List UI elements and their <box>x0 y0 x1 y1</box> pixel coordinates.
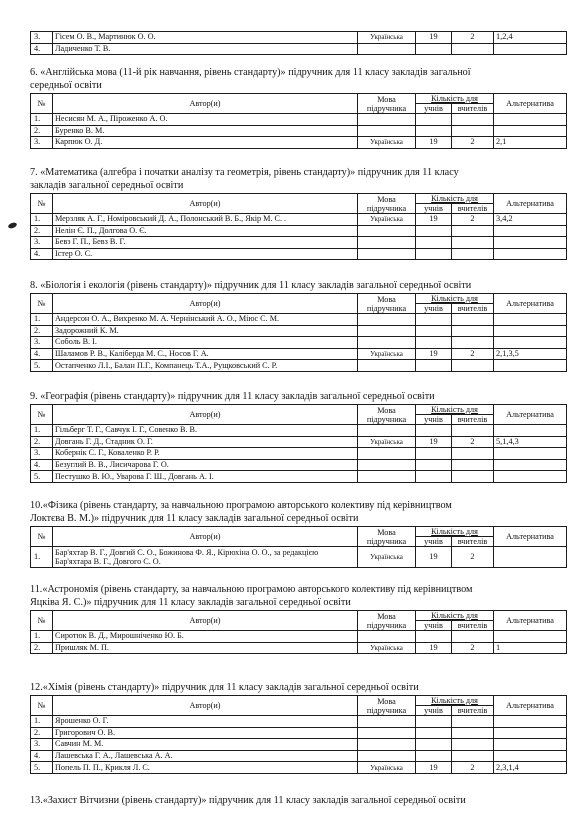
table-section-7 <box>30 193 567 260</box>
row-language <box>358 360 416 372</box>
row-author: Нелін Є. П., Долгова О. Є. <box>53 225 358 237</box>
row-author: Гільберг Т. Г., Савчук І. Г., Совенко В. В. <box>53 425 358 437</box>
row-alternative <box>494 314 567 326</box>
row-author: Кобернік С. Г., Коваленко Р. Р. <box>53 448 358 460</box>
header-quantity: Кількість для <box>416 94 494 104</box>
table-row <box>31 114 567 126</box>
header-quantity: Кількість для <box>416 611 494 621</box>
table-section-11 <box>30 610 567 654</box>
section-title <box>30 583 472 610</box>
table-section-9 <box>30 404 567 483</box>
row-teachers <box>452 631 494 643</box>
header-quantity: Кількість для <box>416 194 494 204</box>
row-number: 1. <box>31 114 53 126</box>
header-number: № <box>31 696 53 716</box>
row-alternative <box>494 716 567 728</box>
row-author: Бар'яхтар В. Г., Довгий С. О., Божинова Ф. Я., Кірюхіна О. О., за редакцією Бар'яхтара В. Г., Довгого С. О. <box>53 547 358 568</box>
row-number: 3. <box>31 32 53 44</box>
header-students: учнів <box>416 621 452 631</box>
row-number: 1. <box>31 547 53 568</box>
row-teachers <box>452 43 494 55</box>
row-language: Українська <box>358 214 416 226</box>
row-alternative: 1,2,4 <box>494 32 567 44</box>
row-students <box>416 125 452 137</box>
row-author: Несисян М. А., Піроженко А. О. <box>53 114 358 126</box>
row-number: 5. <box>31 360 53 372</box>
row-alternative: 1 <box>494 642 567 654</box>
row-author: Ладиченко Т. В. <box>53 43 358 55</box>
table-section-10 <box>30 526 567 568</box>
row-alternative <box>494 631 567 643</box>
section-title <box>30 66 471 93</box>
table-header-row <box>31 405 567 415</box>
table-header-row <box>31 294 567 304</box>
row-language <box>358 631 416 643</box>
section-title-line: 12.«Хімія (рівень стандарту)» підручник для 11 класу закладів загальної середньої освіти <box>30 682 419 693</box>
row-language <box>358 43 416 55</box>
row-language <box>358 425 416 437</box>
row-language <box>358 471 416 483</box>
header-number: № <box>31 611 53 631</box>
row-students: 19 <box>416 642 452 654</box>
row-author: Шаламов Р. В., Каліберда М. С., Носов Г. А. <box>53 348 358 360</box>
header-teachers: вчителів <box>452 621 494 631</box>
header-author: Автор(и) <box>53 294 358 314</box>
table-row <box>31 448 567 460</box>
table-row <box>31 225 567 237</box>
row-teachers <box>452 314 494 326</box>
row-number: 4. <box>31 248 53 260</box>
row-students: 19 <box>416 436 452 448</box>
row-author: Карпюк О. Д. <box>53 137 358 149</box>
row-teachers <box>452 448 494 460</box>
row-language: Українська <box>358 762 416 774</box>
row-alternative <box>494 237 567 249</box>
row-students <box>416 471 452 483</box>
row-alternative <box>494 43 567 55</box>
row-language <box>358 248 416 260</box>
row-teachers <box>452 459 494 471</box>
section-title-line: 10.«Фізика (рівень стандарту, за навчальною програмою авторського колективу під керівництвом <box>30 500 452 511</box>
row-alternative <box>494 459 567 471</box>
table-row <box>31 750 567 762</box>
section-title-line: Яцківа Я. С.)» підручник для 11 класу закладів загальної середньої освіти <box>30 597 351 609</box>
header-alternative: Альтернатива <box>494 405 567 425</box>
section-title-line: закладів загальної середньої освіти <box>30 180 184 192</box>
row-author: Андерсон О. А., Вихренко М. А. Чернінський А. О., Міюс С. М. <box>53 314 358 326</box>
row-language <box>358 237 416 249</box>
row-author: Попель П. П., Крикля Л. С. <box>53 762 358 774</box>
row-alternative <box>494 448 567 460</box>
section-title-line: 8. «Біологія і екологія (рівень стандарту)» підручник для 11 класу закладів загальної середньої освіти <box>30 280 472 291</box>
row-teachers <box>452 125 494 137</box>
table-row <box>31 125 567 137</box>
table-header-row <box>31 94 567 104</box>
section-title-line: 9. «Географія (рівень стандарту)» підручник для 11 класу закладів загальної середньої освіти <box>30 391 435 402</box>
row-number: 3. <box>31 448 53 460</box>
row-teachers <box>452 114 494 126</box>
row-teachers <box>452 237 494 249</box>
row-students <box>416 739 452 751</box>
row-language: Українська <box>358 348 416 360</box>
header-quantity: Кількість для <box>416 405 494 415</box>
section-title <box>30 166 459 193</box>
table-row <box>31 762 567 774</box>
row-teachers: 2 <box>452 214 494 226</box>
row-teachers <box>452 750 494 762</box>
row-number: 2. <box>31 436 53 448</box>
header-author: Автор(и) <box>53 611 358 631</box>
table-section-12 <box>30 695 567 774</box>
header-alternative: Альтернатива <box>494 294 567 314</box>
table-row <box>31 137 567 149</box>
row-alternative <box>494 114 567 126</box>
header-students: учнів <box>416 204 452 214</box>
row-author: Лашевська Г. А., Лашевська А. А. <box>53 750 358 762</box>
table-section-5-continued <box>30 31 567 55</box>
header-language: Мова підручника <box>358 294 416 314</box>
header-teachers: вчителів <box>452 204 494 214</box>
header-number: № <box>31 194 53 214</box>
row-language <box>358 750 416 762</box>
row-language <box>358 325 416 337</box>
row-students <box>416 43 452 55</box>
row-number: 3. <box>31 237 53 249</box>
section-title-line: середньої освіти <box>30 80 102 92</box>
section-title-line: 13.«Захист Вітчизни (рівень стандарту)» підручник для 11 класу закладів загальної середньої освіти <box>30 795 466 806</box>
section-title <box>30 681 419 694</box>
row-number: 1. <box>31 631 53 643</box>
header-teachers: вчителів <box>452 304 494 314</box>
row-author: Істер О. С. <box>53 248 358 260</box>
row-teachers: 2 <box>452 436 494 448</box>
row-alternative <box>494 225 567 237</box>
header-language: Мова підручника <box>358 405 416 425</box>
table-row <box>31 459 567 471</box>
header-number: № <box>31 527 53 547</box>
header-quantity: Кількість для <box>416 527 494 537</box>
header-author: Автор(и) <box>53 194 358 214</box>
row-language <box>358 314 416 326</box>
row-language: Українська <box>358 642 416 654</box>
row-language <box>358 716 416 728</box>
header-teachers: вчителів <box>452 537 494 547</box>
row-students <box>416 360 452 372</box>
row-students <box>416 325 452 337</box>
row-author: Ярошенко О. Г. <box>53 716 358 728</box>
table-header-row <box>31 611 567 621</box>
section-title <box>30 499 452 526</box>
row-author: Мерзляк А. Г., Номіровський Д. А., Полонський В. Б., Якір М. С. . <box>53 214 358 226</box>
row-teachers <box>452 727 494 739</box>
row-author: Довгань Г. Д., Стадник О. Г. <box>53 436 358 448</box>
header-alternative: Альтернатива <box>494 527 567 547</box>
row-number: 5. <box>31 762 53 774</box>
header-students: учнів <box>416 104 452 114</box>
row-author: Буренко В. М. <box>53 125 358 137</box>
row-author: Савчин М. М. <box>53 739 358 751</box>
section-title-line: 11.«Астрономія (рівень стандарту, за навчальною програмою авторського колективу під керівництвом <box>30 584 473 595</box>
header-language: Мова підручника <box>358 527 416 547</box>
row-alternative: 3,4,2 <box>494 214 567 226</box>
row-number: 4. <box>31 43 53 55</box>
row-language <box>358 114 416 126</box>
row-alternative: 2,1,3,5 <box>494 348 567 360</box>
table-header-row <box>31 527 567 537</box>
row-teachers: 2 <box>452 32 494 44</box>
header-number: № <box>31 405 53 425</box>
row-alternative <box>494 547 567 568</box>
header-students: учнів <box>416 304 452 314</box>
header-language: Мова підручника <box>358 194 416 214</box>
header-language: Мова підручника <box>358 696 416 716</box>
table-row <box>31 32 567 44</box>
row-alternative: 2,3,1,4 <box>494 762 567 774</box>
header-alternative: Альтернатива <box>494 696 567 716</box>
row-number: 4. <box>31 348 53 360</box>
table-row <box>31 248 567 260</box>
row-students: 19 <box>416 214 452 226</box>
row-number: 4. <box>31 750 53 762</box>
row-author: Пришляк М. П. <box>53 642 358 654</box>
row-students <box>416 750 452 762</box>
row-teachers: 2 <box>452 348 494 360</box>
table-row <box>31 739 567 751</box>
row-author: Задорожний К. М. <box>53 325 358 337</box>
row-teachers <box>452 225 494 237</box>
row-language <box>358 739 416 751</box>
table-section-6 <box>30 93 567 149</box>
header-language: Мова підручника <box>358 611 416 631</box>
row-alternative <box>494 325 567 337</box>
row-alternative <box>494 739 567 751</box>
table-section-8 <box>30 293 567 372</box>
table-header-row <box>31 696 567 706</box>
table-row <box>31 348 567 360</box>
ink-blot <box>7 222 17 230</box>
row-number: 2. <box>31 727 53 739</box>
row-teachers <box>452 360 494 372</box>
row-students <box>416 248 452 260</box>
row-alternative <box>494 360 567 372</box>
header-author: Автор(и) <box>53 405 358 425</box>
row-number: 2. <box>31 325 53 337</box>
row-number: 3. <box>31 739 53 751</box>
header-teachers: вчителів <box>452 706 494 716</box>
header-alternative: Альтернатива <box>494 194 567 214</box>
row-author: Гісем О. В., Мартинюк О. О. <box>53 32 358 44</box>
row-alternative <box>494 248 567 260</box>
row-language: Українська <box>358 547 416 568</box>
row-alternative: 2,1 <box>494 137 567 149</box>
row-students <box>416 459 452 471</box>
header-quantity: Кількість для <box>416 696 494 706</box>
table-row <box>31 360 567 372</box>
row-language: Українська <box>358 436 416 448</box>
row-alternative <box>494 471 567 483</box>
row-students: 19 <box>416 547 452 568</box>
row-author: Григорович О. В. <box>53 727 358 739</box>
row-students: 19 <box>416 32 452 44</box>
table-row <box>31 642 567 654</box>
row-alternative <box>494 125 567 137</box>
row-alternative: 5,1,4,3 <box>494 436 567 448</box>
row-teachers <box>452 471 494 483</box>
row-language: Українська <box>358 32 416 44</box>
row-number: 4. <box>31 459 53 471</box>
section-title-line: Локтєва В. М.)» підручник для 11 класу закладів загальної середньої освіти <box>30 513 359 525</box>
header-quantity: Кількість для <box>416 294 494 304</box>
header-teachers: вчителів <box>452 415 494 425</box>
row-alternative <box>494 727 567 739</box>
row-number: 3. <box>31 337 53 349</box>
header-students: учнів <box>416 415 452 425</box>
row-students: 19 <box>416 762 452 774</box>
row-alternative <box>494 425 567 437</box>
row-author: Соболь В. І. <box>53 337 358 349</box>
row-teachers <box>452 425 494 437</box>
table-row <box>31 631 567 643</box>
row-students: 19 <box>416 137 452 149</box>
header-teachers: вчителів <box>452 104 494 114</box>
row-students <box>416 337 452 349</box>
row-number: 1. <box>31 314 53 326</box>
header-alternative: Альтернатива <box>494 611 567 631</box>
row-teachers <box>452 248 494 260</box>
header-number: № <box>31 294 53 314</box>
row-language <box>358 337 416 349</box>
table-row <box>31 337 567 349</box>
row-number: 1. <box>31 425 53 437</box>
row-students <box>416 716 452 728</box>
row-students: 19 <box>416 348 452 360</box>
row-language <box>358 448 416 460</box>
row-number: 2. <box>31 125 53 137</box>
row-alternative <box>494 750 567 762</box>
row-author: Бевз Г. П., Бевз В. Г. <box>53 237 358 249</box>
row-students <box>416 237 452 249</box>
row-number: 3. <box>31 137 53 149</box>
row-teachers: 2 <box>452 547 494 568</box>
row-teachers <box>452 337 494 349</box>
table-row <box>31 214 567 226</box>
row-number: 2. <box>31 225 53 237</box>
header-language: Мова підручника <box>358 94 416 114</box>
table-row <box>31 436 567 448</box>
header-author: Автор(и) <box>53 527 358 547</box>
table-row <box>31 727 567 739</box>
row-teachers <box>452 325 494 337</box>
header-students: учнів <box>416 537 452 547</box>
header-number: № <box>31 94 53 114</box>
row-teachers: 2 <box>452 762 494 774</box>
row-students <box>416 425 452 437</box>
row-teachers: 2 <box>452 137 494 149</box>
row-students <box>416 314 452 326</box>
row-teachers <box>452 716 494 728</box>
row-students <box>416 448 452 460</box>
header-author: Автор(и) <box>53 94 358 114</box>
section-title-line: 7. «Математика (алгебра і початки аналізу та геометрія, рівень стандарту)» підручник для 11 класу <box>30 167 459 178</box>
row-language <box>358 125 416 137</box>
row-alternative <box>494 337 567 349</box>
table-header-row <box>31 194 567 204</box>
header-alternative: Альтернатива <box>494 94 567 114</box>
row-language <box>358 459 416 471</box>
table-row <box>31 43 567 55</box>
row-number: 5. <box>31 471 53 483</box>
header-students: учнів <box>416 706 452 716</box>
table-row <box>31 237 567 249</box>
row-language <box>358 225 416 237</box>
table-row <box>31 425 567 437</box>
header-author: Автор(и) <box>53 696 358 716</box>
row-teachers <box>452 739 494 751</box>
table-row <box>31 314 567 326</box>
row-number: 1. <box>31 716 53 728</box>
row-language <box>358 727 416 739</box>
table-row <box>31 325 567 337</box>
table-row <box>31 547 567 568</box>
table-row <box>31 471 567 483</box>
row-students <box>416 631 452 643</box>
row-students <box>416 114 452 126</box>
section-title <box>30 390 435 403</box>
row-author: Пестушко В. Ю., Уварова Г. Ш., Довгань А. І. <box>53 471 358 483</box>
row-number: 2. <box>31 642 53 654</box>
row-language: Українська <box>358 137 416 149</box>
row-author: Сиротюк В. Д., Мирошніченко Ю. Б. <box>53 631 358 643</box>
row-students <box>416 727 452 739</box>
table-row <box>31 716 567 728</box>
row-teachers: 2 <box>452 642 494 654</box>
section-title <box>30 794 466 807</box>
row-author: Остапченко Л.І., Балан П.Г., Компанець Т.А., Рущковський С. Р. <box>53 360 358 372</box>
section-title <box>30 279 471 292</box>
row-students <box>416 225 452 237</box>
row-author: Безуглий В. В., Лисичарова Г. О. <box>53 459 358 471</box>
row-number: 1. <box>31 214 53 226</box>
section-title-line: 6. «Англійська мова (11-й рік навчання, рівень стандарту)» підручник для 11 класу закладів загальної <box>30 67 471 78</box>
